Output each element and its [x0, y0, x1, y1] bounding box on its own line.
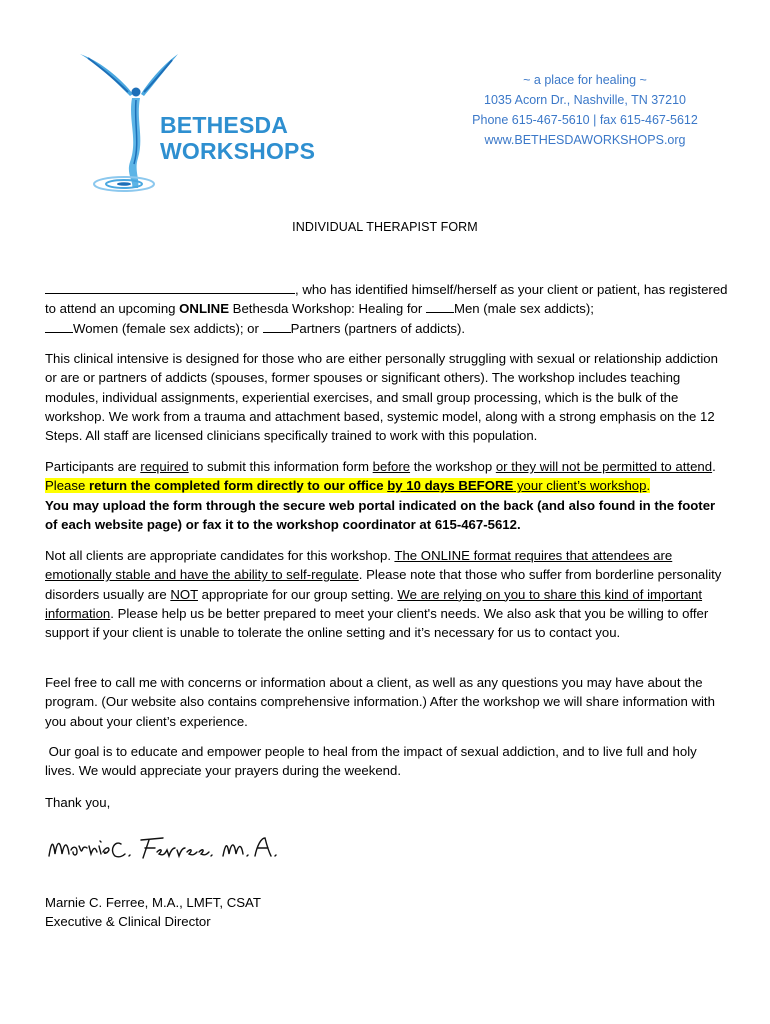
paragraph-contact	[45, 673, 730, 731]
req-upload-instruction: You may upload the form through the secure web portal indicated on the back (and also found in the footer of each website page) or fax it to the workshop coordinator at 615-467-5612.	[45, 497, 716, 532]
suit-text-5: appropriate for our group setting.	[197, 586, 398, 602]
paragraph-description	[45, 349, 730, 445]
paragraph-goal	[45, 742, 730, 781]
intro-text-3: Bethesda Workshop: Healing for	[229, 301, 426, 317]
bethesda-logo	[78, 50, 328, 198]
tagline: ~ a place for healing ~	[523, 73, 647, 87]
signer-block	[45, 893, 261, 932]
handwritten-signature	[45, 826, 285, 868]
men-blank[interactable]	[426, 300, 454, 313]
paragraph-1: This clinical intensive is designed for those who are either personally struggling with sexual or relationship addiction or are or partners of addicts (spouses, former spouses or significant others). The workshop includes teaching modules, individual assignments, experiential exercises, and small group processing, which is the bulk of the workshop. We work from a trauma and attachment based, systemic model, along with a strong emphasis on the 12 Steps. All staff are licensed clinicians specifically trained to work with this population.	[45, 351, 718, 444]
req-please: Please	[45, 478, 89, 494]
req-text-7: .	[712, 459, 716, 474]
suit-online-format: The ONLINE format requires that attendees are emotionally stable and have the ability to self-regulate	[45, 548, 673, 583]
req-required: required	[140, 459, 189, 474]
signer-title: Executive & Clinical Director	[45, 914, 211, 930]
suit-text-7: . Please help us be better prepared to meet your client's needs. We also ask that you be willing to offer support if your client is unable to tolerate the online setting and it’s necessary for us to contact you.	[45, 605, 709, 641]
thank-you: Thank you,	[45, 795, 111, 810]
intro-online: ONLINE	[179, 301, 229, 317]
suit-not: NOT	[170, 586, 198, 602]
req-workshop: your client’s workshop	[513, 478, 647, 494]
paragraph-suitability	[45, 546, 730, 642]
logo-line-1: BETHESDA	[160, 112, 289, 138]
paragraph-requirements	[45, 457, 730, 534]
address: 1035 Acorn Dr., Nashville, TN 37210	[484, 93, 686, 107]
logo-line-2: WORKSHOPS	[160, 138, 316, 164]
req-return-form: return the completed form directly to our office	[89, 478, 388, 494]
suit-text-1: Not all clients are appropriate candidates for this workshop.	[45, 548, 395, 563]
intro-paragraph	[45, 280, 730, 338]
contact-block	[440, 70, 730, 150]
req-not-permitted: or they will not be permitted to attend	[495, 459, 713, 474]
closing	[45, 793, 730, 812]
req-text-1: Participants are	[45, 459, 141, 474]
logo-wordmark	[160, 112, 315, 164]
suit-relying: We are relying on you to share this kind of important information	[45, 586, 703, 621]
form-title: INDIVIDUAL THERAPIST FORM	[292, 220, 478, 234]
req-before: before	[372, 459, 411, 474]
req-10-days: by 10 days BEFORE	[387, 478, 514, 494]
client-name-blank[interactable]	[45, 281, 295, 294]
req-text-3: to submit this information form	[188, 459, 373, 474]
intro-text-4: Men (male sex addicts);	[453, 301, 594, 317]
website-link[interactable]: www.BETHESDAWORKSHOPS.org	[484, 133, 686, 147]
req-text-5: the workshop	[410, 459, 496, 474]
phone-fax: Phone 615-467-5610 | fax 615-467-5612	[472, 113, 698, 127]
women-blank[interactable]	[45, 320, 73, 333]
intro-text-1: , who has identified himself/herself as your client or patient, has registered to attend an upcoming	[45, 282, 728, 317]
paragraph-5: Our goal is to educate and empower people to heal from the impact of sexual addiction, and to live full and holy lives. We would appreciate your prayers during the weekend.	[45, 744, 701, 779]
signer-name: Marnie C. Ferree, M.A., LMFT, CSAT	[45, 895, 261, 910]
intro-text-6: Partners (partners of addicts).	[290, 320, 466, 336]
suit-text-3: . Please note that those who suffer from borderline personality disorders usually are	[45, 567, 722, 602]
highlighted-instruction	[45, 478, 650, 493]
intro-text-5: Women (female sex addicts); or	[73, 320, 263, 336]
partners-blank[interactable]	[263, 320, 291, 333]
req-period: .	[646, 478, 651, 494]
paragraph-4: Feel free to call me with concerns or information about a client, as well as any questions you may have about the program. (Our website also contains comprehensive information.) After the workshop we will share information with you about your client’s experience.	[45, 675, 715, 729]
